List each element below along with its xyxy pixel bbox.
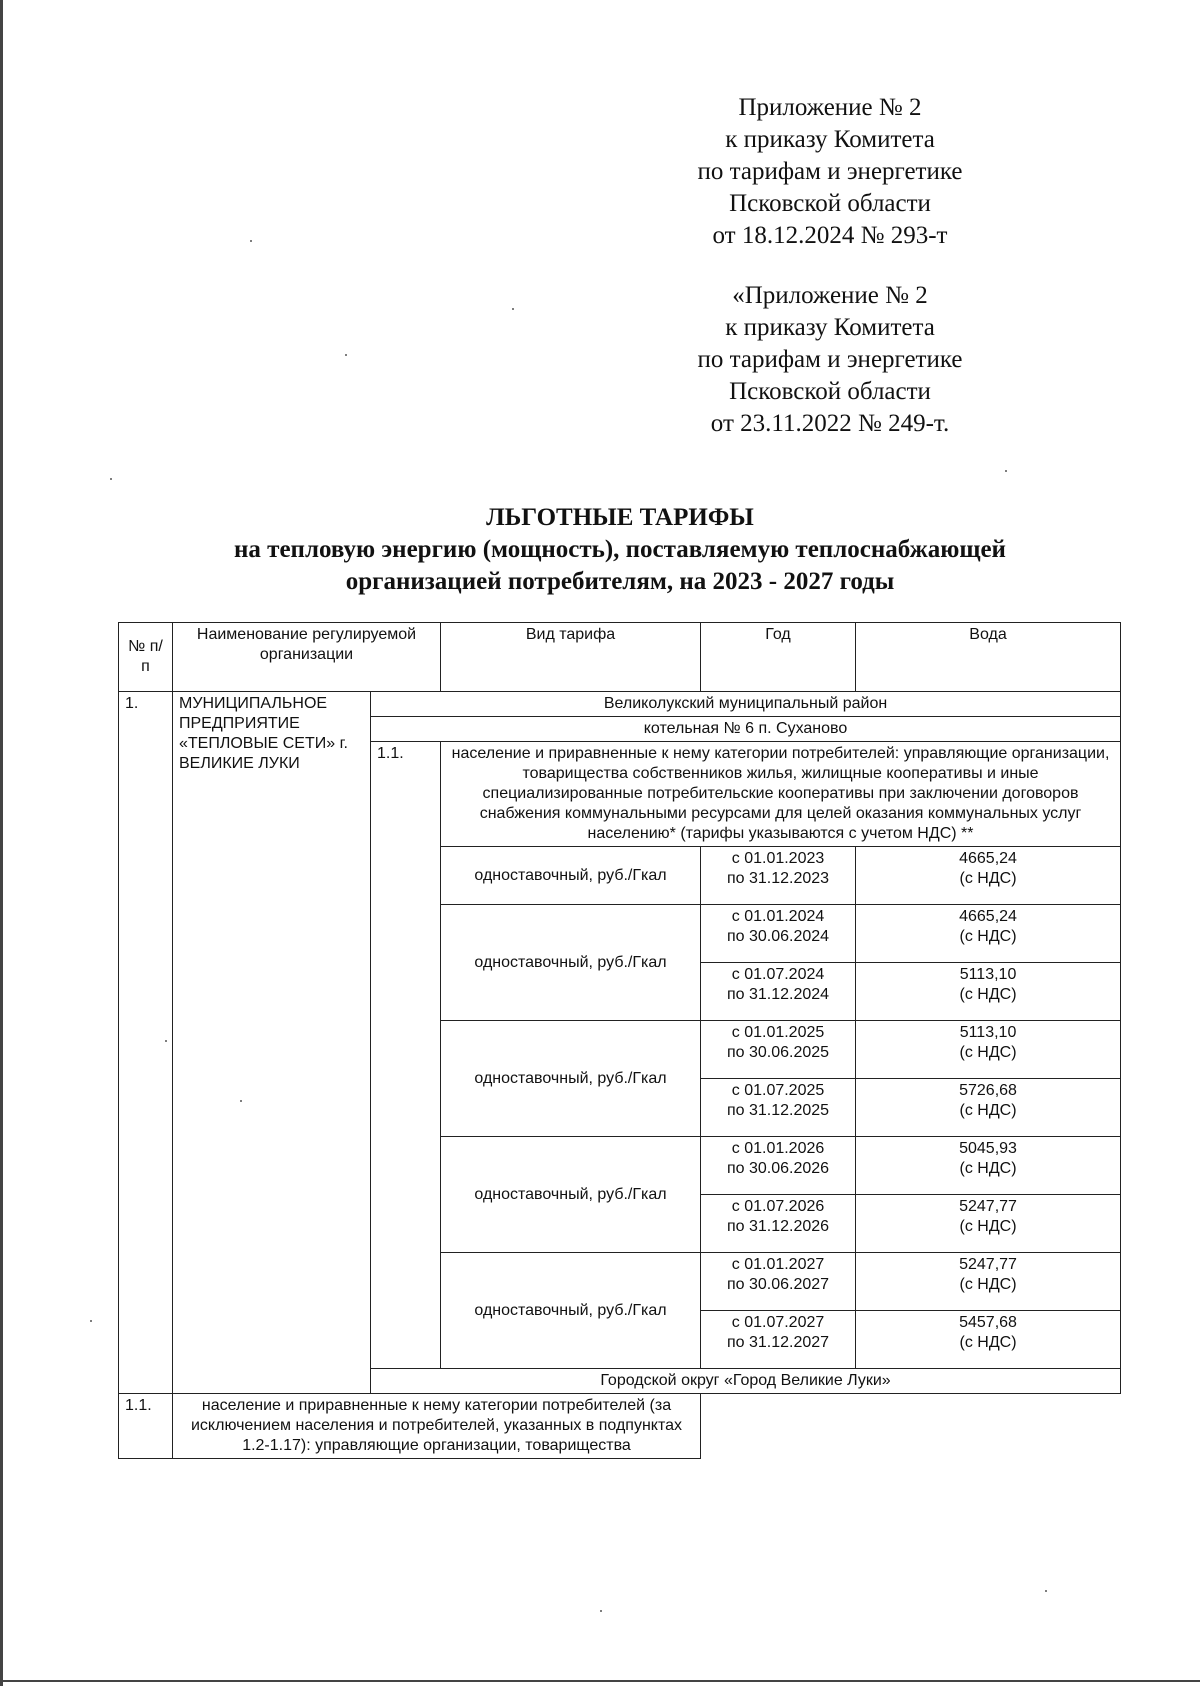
annex-line: «Приложение № 2 (732, 282, 928, 309)
tariff-value-cell: 5247,77 (с НДС) (856, 1253, 1121, 1311)
table-row (119, 692, 1121, 717)
tariff-value-cell: 4665,24 (с НДС) (856, 847, 1121, 905)
tariff-value-cell: 5113,10 (с НДС) (856, 1021, 1121, 1079)
annex-line: Псковской области (729, 190, 931, 217)
scan-speck (250, 240, 252, 242)
header-num: № п/п (119, 623, 173, 692)
scan-speck (512, 308, 514, 310)
period-cell: с 01.01.2023 по 31.12.2023 (701, 847, 856, 905)
scan-speck (600, 1610, 602, 1612)
tariff-type-cell: одноставочный, руб./Гкал (441, 1021, 701, 1137)
tariff-type-cell: одноставочный, руб./Гкал (441, 905, 701, 1021)
annex-header-previous (620, 280, 1040, 440)
scan-speck (240, 1100, 242, 1102)
document-title (120, 502, 1120, 598)
scan-edge-bottom (0, 1680, 1200, 1682)
tariff-value-cell: 5113,10 (с НДС) (856, 963, 1121, 1021)
scan-speck (90, 1320, 92, 1322)
annex-line: Псковской области (729, 378, 931, 405)
header-org: Наименование регулируемой организации (173, 623, 441, 692)
scan-speck (345, 354, 347, 356)
annex-line: Приложение № 2 (738, 94, 922, 121)
annex-line: от 23.11.2022 № 249-т. (710, 410, 950, 437)
scan-speck (1045, 1590, 1047, 1592)
annex-line: к приказу Комитета (725, 126, 935, 153)
district-row: Городской округ «Город Великие Луки» (371, 1369, 1121, 1394)
period-cell: с 01.07.2024 по 31.12.2024 (701, 963, 856, 1021)
annex-line: к приказу Комитета (725, 314, 935, 341)
period-cell: с 01.07.2026 по 31.12.2026 (701, 1195, 856, 1253)
period-cell: с 01.01.2024 по 30.06.2024 (701, 905, 856, 963)
period-cell: с 01.01.2027 по 30.06.2027 (701, 1253, 856, 1311)
district-row: Великолукский муниципальный район (371, 692, 1121, 717)
annex-line: от 18.12.2024 № 293-т (712, 222, 948, 249)
scan-speck (1005, 470, 1007, 472)
period-cell: с 01.07.2027 по 31.12.2027 (701, 1311, 856, 1369)
annex-line: по тарифам и энергетике (697, 346, 963, 373)
tariff-type-cell: одноставочный, руб./Гкал (441, 1137, 701, 1253)
header-year: Год (701, 623, 856, 692)
org-name: МУНИЦИПАЛЬНОЕ ПРЕДПРИЯТИЕ «ТЕПЛОВЫЕ СЕТИ» г. ВЕЛИКИЕ ЛУКИ (173, 692, 371, 1394)
period-cell: с 01.01.2025 по 30.06.2025 (701, 1021, 856, 1079)
tariff-table (118, 622, 1121, 1459)
tariff-value-cell: 4665,24 (с НДС) (856, 905, 1121, 963)
annex-header-current (620, 92, 1040, 252)
subitem-number: 1.1. (119, 1394, 173, 1459)
header-tariff-type: Вид тарифа (441, 623, 701, 692)
table-header-row (119, 623, 1121, 692)
title-line: на тепловую энергию (мощность), поставляемую теплоснабжающей (234, 536, 1006, 563)
scan-speck (110, 478, 112, 480)
tariff-value-cell: 5457,68 (с НДС) (856, 1311, 1121, 1369)
scan-speck (165, 1040, 167, 1042)
boiler-row: котельная № 6 п. Суханово (371, 717, 1121, 742)
annex-line: по тарифам и энергетике (697, 158, 963, 185)
tariff-type-cell: одноставочный, руб./Гкал (441, 847, 701, 905)
consumer-category: население и приравненные к нему категории потребителей: управляющие организации, товарищества собственников жилья, жилищные кооперативы и иные специализированные потребительские кооперативы при заключении договоров снабжения коммунальными ресурсами для целей оказания коммунальных услуг населению* (тарифы указываются с учетом НДС) ** (441, 742, 1121, 847)
period-cell: с 01.01.2026 по 30.06.2026 (701, 1137, 856, 1195)
table-row (119, 1394, 1121, 1459)
subitem-number: 1.1. (371, 742, 441, 1369)
period-cell: с 01.07.2025 по 31.12.2025 (701, 1079, 856, 1137)
scan-edge-left (0, 0, 3, 1686)
tariff-value-cell: 5247,77 (с НДС) (856, 1195, 1121, 1253)
consumer-category: население и приравненные к нему категории потребителей (за исключением населения и потребителей, указанных в подпунктах 1.2-1.17): управляющие организации, товарищества (173, 1394, 701, 1459)
tariff-type-cell: одноставочный, руб./Гкал (441, 1253, 701, 1369)
tariff-value-cell: 5045,93 (с НДС) (856, 1137, 1121, 1195)
tariff-value-cell: 5726,68 (с НДС) (856, 1079, 1121, 1137)
title-line: организацией потребителям, на 2023 - 2027 годы (345, 568, 895, 595)
row-number: 1. (119, 692, 173, 1394)
title-line: ЛЬГОТНЫЕ ТАРИФЫ (486, 504, 754, 531)
header-water: Вода (856, 623, 1121, 692)
